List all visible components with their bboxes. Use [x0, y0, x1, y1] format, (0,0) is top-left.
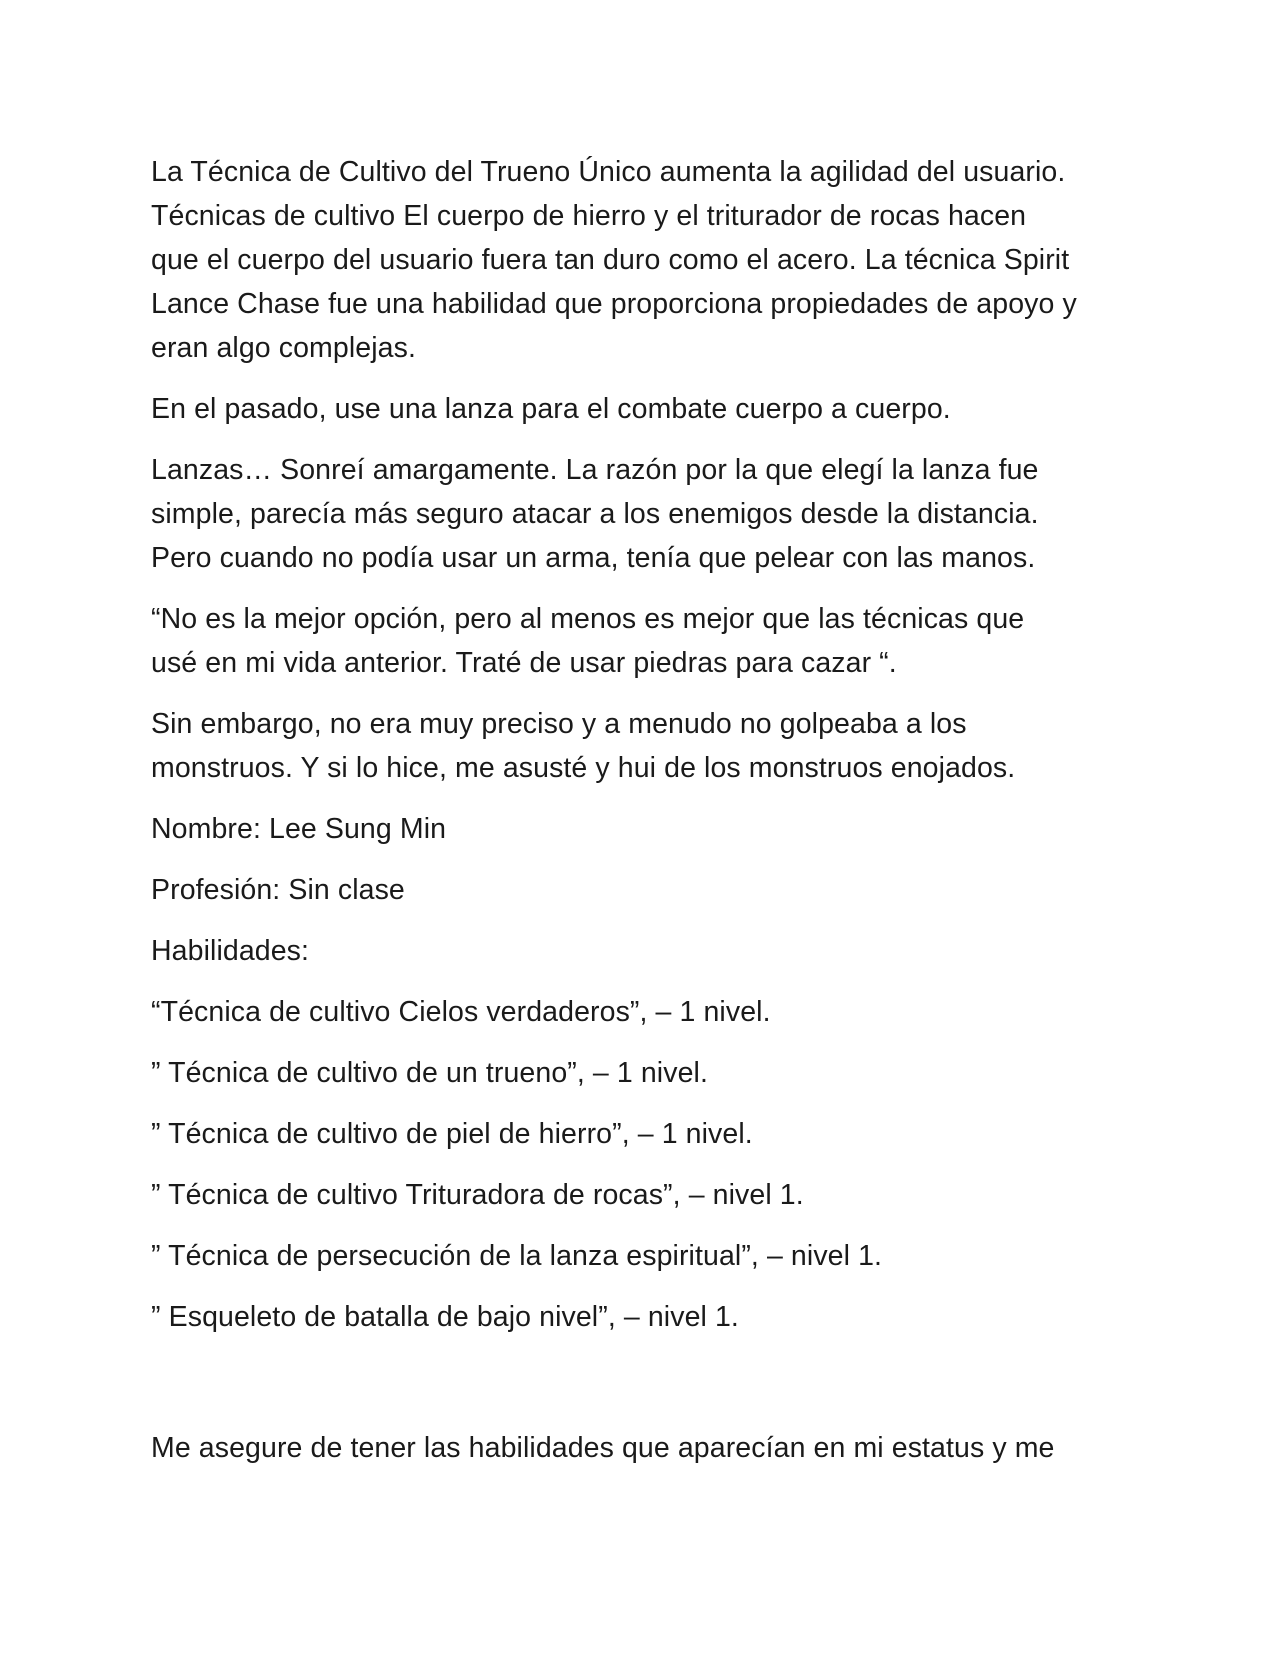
- skill-item: [151, 1112, 1151, 1156]
- text-line: ” Esqueleto de batalla de bajo nivel”, – nivel 1.: [151, 1301, 739, 1333]
- paragraph-spears: [151, 448, 1151, 580]
- text-line: Técnicas de cultivo El cuerpo de hierro y el triturador de rocas hacen: [151, 200, 1027, 232]
- text-line: Profesión: Sin clase: [151, 874, 405, 906]
- text-line: Me asegure de tener las habilidades que aparecían en mi estatus y me: [151, 1432, 1055, 1464]
- text-line: ” Técnica de cultivo de un trueno”, – 1 nivel.: [151, 1057, 708, 1089]
- skill-item: [151, 1295, 1151, 1339]
- paragraph-cultivation-techniques: [151, 150, 1151, 370]
- text-line: usé en mi vida anterior. Traté de usar piedras para cazar “.: [151, 647, 897, 679]
- text-line: “Técnica de cultivo Cielos verdaderos”, – 1 nivel.: [151, 996, 771, 1028]
- text-line: “No es la mejor opción, pero al menos es mejor que las técnicas que: [151, 603, 1025, 635]
- text-line: Habilidades:: [151, 935, 310, 967]
- text-line: Lance Chase fue una habilidad que proporciona propiedades de apoyo y: [151, 288, 1077, 320]
- text-line: Pero cuando no podía usar un arma, tenía que pelear con las manos.: [151, 542, 1036, 574]
- text-line: La Técnica de Cultivo del Trueno Único aumenta la agilidad del usuario.: [151, 156, 1066, 188]
- text-line: Nombre: Lee Sung Min: [151, 813, 447, 845]
- skill-item: [151, 1234, 1151, 1278]
- paragraph-ensure-skills: [151, 1426, 1151, 1470]
- paragraph-quote-option: [151, 597, 1151, 685]
- status-name: [151, 807, 1151, 851]
- text-line: Sin embargo, no era muy preciso y a menudo no golpeaba a los: [151, 708, 967, 740]
- text-line: Lanzas… Sonreí amargamente. La razón por la que elegí la lanza fue: [151, 454, 1039, 486]
- status-skills-heading: [151, 929, 1151, 973]
- text-line: simple, parecía más seguro atacar a los enemigos desde la distancia.: [151, 498, 1039, 530]
- paragraph-not-precise: [151, 702, 1151, 790]
- text-line: monstruos. Y si lo hice, me asusté y hui de los monstruos enojados.: [151, 752, 1016, 784]
- text-line: ” Técnica de cultivo de piel de hierro”, – 1 nivel.: [151, 1118, 753, 1150]
- skill-item: [151, 1051, 1151, 1095]
- text-line: ” Técnica de cultivo Trituradora de rocas”, – nivel 1.: [151, 1179, 804, 1211]
- text-line: eran algo complejas.: [151, 332, 416, 364]
- text-line: En el pasado, use una lanza para el combate cuerpo a cuerpo.: [151, 393, 951, 425]
- skill-item: [151, 990, 1151, 1034]
- status-profession: [151, 868, 1151, 912]
- text-line: ” Técnica de persecución de la lanza espiritual”, – nivel 1.: [151, 1240, 883, 1272]
- text-line: que el cuerpo del usuario fuera tan duro como el acero. La técnica Spirit: [151, 244, 1070, 276]
- paragraph-past-spear: [151, 387, 1151, 431]
- skill-item: [151, 1173, 1151, 1217]
